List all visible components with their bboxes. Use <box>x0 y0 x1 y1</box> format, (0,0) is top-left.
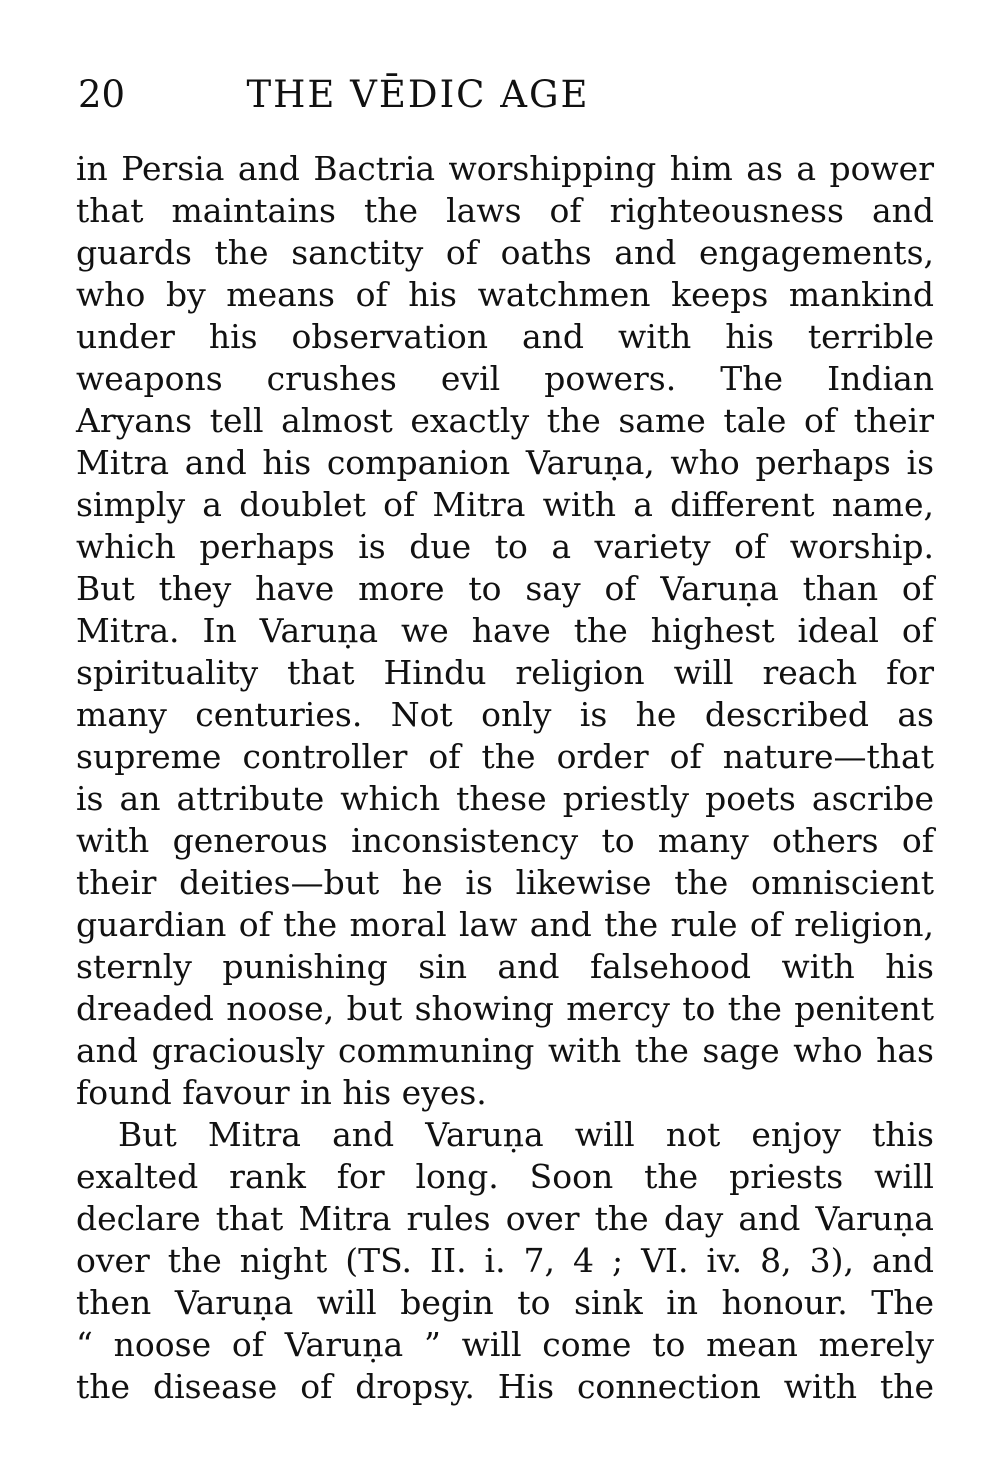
text-line: weapons crushes evil powers. The Indian <box>76 359 934 398</box>
text-line: sternly punishing sin and falsehood with his <box>76 947 934 986</box>
text-line: is an attribute which these priestly poets ascribe <box>76 779 934 818</box>
text-line: in Persia and Bactria worshipping him as a power <box>76 149 934 188</box>
text-line: But Mitra and Varuṇa will not enjoy this <box>118 1115 934 1154</box>
text-line: Mitra. In Varuṇa we have the highest ideal of <box>76 611 934 650</box>
paragraph <box>76 1114 934 1408</box>
text-line: But they have more to say of Varuṇa than of <box>76 569 934 608</box>
text-line: supreme controller of the order of nature—that <box>76 737 934 776</box>
text-line: exalted rank for long. Soon the priests will <box>76 1157 934 1196</box>
text-line: the disease of dropsy. His connection with the <box>76 1367 934 1406</box>
text-line: that maintains the laws of righteousness and <box>76 191 934 230</box>
paragraph <box>76 148 934 1114</box>
text-line: declare that Mitra rules over the day and Varuṇa <box>76 1199 934 1238</box>
text-line: dreaded noose, but showing mercy to the penitent <box>76 989 934 1028</box>
body-text <box>76 148 934 1408</box>
text-line: who by means of his watchmen keeps mankind <box>76 275 934 314</box>
text-line: “ noose of Varuṇa ” will come to mean merely <box>76 1325 934 1364</box>
text-line: Aryans tell almost exactly the same tale of their <box>76 401 934 440</box>
text-line: then Varuṇa will begin to sink in honour. The <box>76 1283 934 1322</box>
running-title: THE VĒDIC AGE <box>246 73 590 116</box>
text-line: which perhaps is due to a variety of worship. <box>76 527 934 566</box>
text-line: many centuries. Not only is he described as <box>76 695 934 734</box>
text-line: under his observation and with his terrible <box>76 317 934 356</box>
text-line: simply a doublet of Mitra with a different name, <box>76 485 934 524</box>
text-line: over the night (TS. II. i. 7, 4 ; VI. iv. 8, 3), and <box>76 1241 934 1280</box>
text-line: found favour in his eyes. <box>76 1073 487 1112</box>
text-line: guards the sanctity of oaths and engagements, <box>76 233 934 272</box>
text-line: Mitra and his companion Varuṇa, who perhaps is <box>76 443 934 482</box>
text-line: guardian of the moral law and the rule of religion, <box>76 905 934 944</box>
text-line: their deities—but he is likewise the omniscient <box>76 863 934 902</box>
running-head <box>78 70 938 120</box>
text-line: spirituality that Hindu religion will reach for <box>76 653 934 692</box>
text-line: and graciously communing with the sage who has <box>76 1031 934 1070</box>
page-number: 20 <box>78 73 126 116</box>
text-line: with generous inconsistency to many others of <box>76 821 934 860</box>
